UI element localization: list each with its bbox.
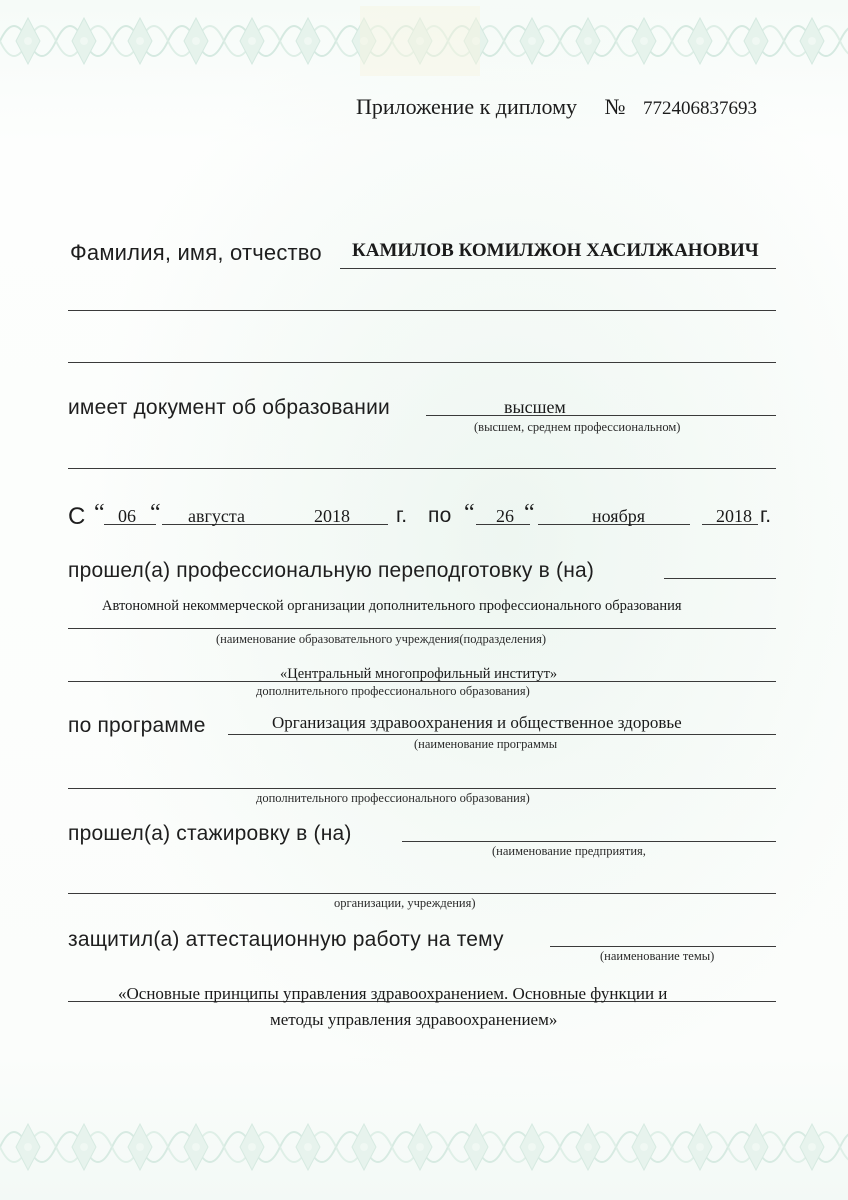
bottom-ornament-band	[0, 1112, 848, 1182]
thesis-topic-line-2: методы управления здравоохранением»	[270, 1010, 558, 1029]
period-middle-word: по	[428, 504, 452, 527]
end-day-value: 26	[496, 506, 514, 526]
end-year-suffix: г.	[760, 504, 772, 527]
institution-rule-2	[68, 681, 776, 682]
retraining-line	[664, 578, 776, 579]
end-day-close-quote: “	[524, 500, 535, 526]
program-hint-2: дополнительного профессионального образования)	[256, 791, 530, 805]
start-day-value: 06	[118, 506, 136, 526]
name-label: Фамилия, имя, отчество	[70, 240, 322, 265]
education-label: имеет документ об образовании	[68, 396, 390, 419]
thesis-hint: (наименование темы)	[600, 949, 715, 963]
blank-line-1	[68, 310, 776, 311]
internship-rule-2	[68, 893, 776, 894]
program-line	[228, 734, 776, 735]
program-name-value: Организация здравоохранения и общественное здоровье	[272, 713, 682, 732]
education-line	[426, 415, 776, 416]
internship-label: прошел(а) стажировку в (на)	[68, 822, 352, 845]
start-year-suffix: г.	[396, 504, 408, 527]
end-month-value: ноября	[592, 506, 646, 526]
institution-hint-1: (наименование образовательного учреждения(подразделения)	[216, 632, 546, 646]
institution-line-2: «Центральный многопрофильный институт»	[280, 666, 558, 682]
start-day-open-quote: “	[94, 500, 105, 526]
top-ornament-band	[0, 6, 848, 76]
thesis-line	[550, 946, 776, 947]
full-name-value: КАМИЛОВ КОМИЛЖОН ХАСИЛЖАНОВИЧ	[352, 240, 759, 261]
name-line	[340, 268, 776, 269]
retraining-label: прошел(а) профессиональную переподготовку в (на)	[68, 559, 595, 582]
institution-rule-1	[68, 628, 776, 629]
end-year-value: 2018	[716, 506, 752, 526]
institution-line-1: Автономной некоммерческой организации дополнительного профессионального образования	[102, 598, 682, 614]
start-day-close-quote: “	[150, 500, 161, 526]
internship-line	[402, 841, 776, 842]
number-sign: №	[604, 94, 626, 119]
program-hint-1: (наименование программы	[414, 737, 558, 751]
diploma-number: 772406837693	[643, 98, 757, 119]
end-day-open-quote: “	[464, 500, 475, 526]
blank-line-3	[68, 468, 776, 469]
start-year-value: 2018	[314, 506, 350, 526]
education-level-value: высшем	[504, 397, 566, 417]
blank-line-2	[68, 362, 776, 363]
program-label: по программе	[68, 714, 206, 737]
start-month-value: августа	[188, 506, 245, 526]
appendix-header	[356, 94, 757, 120]
thesis-topic-line-1: «Основные принципы управления здравоохранением. Основные функции и	[118, 984, 668, 1003]
period-prefix: С	[68, 503, 86, 530]
program-rule-2	[68, 788, 776, 789]
appendix-title: Приложение к диплому	[356, 94, 577, 119]
internship-hint-1: (наименование предприятия,	[492, 844, 646, 858]
institution-hint-2: дополнительного профессионального образования)	[256, 684, 530, 698]
education-hint: (высшем, среднем профессиональном)	[474, 420, 681, 434]
thesis-label: защитил(а) аттестационную работу на тему	[68, 928, 504, 951]
internship-hint-2: организации, учреждения)	[334, 896, 476, 910]
